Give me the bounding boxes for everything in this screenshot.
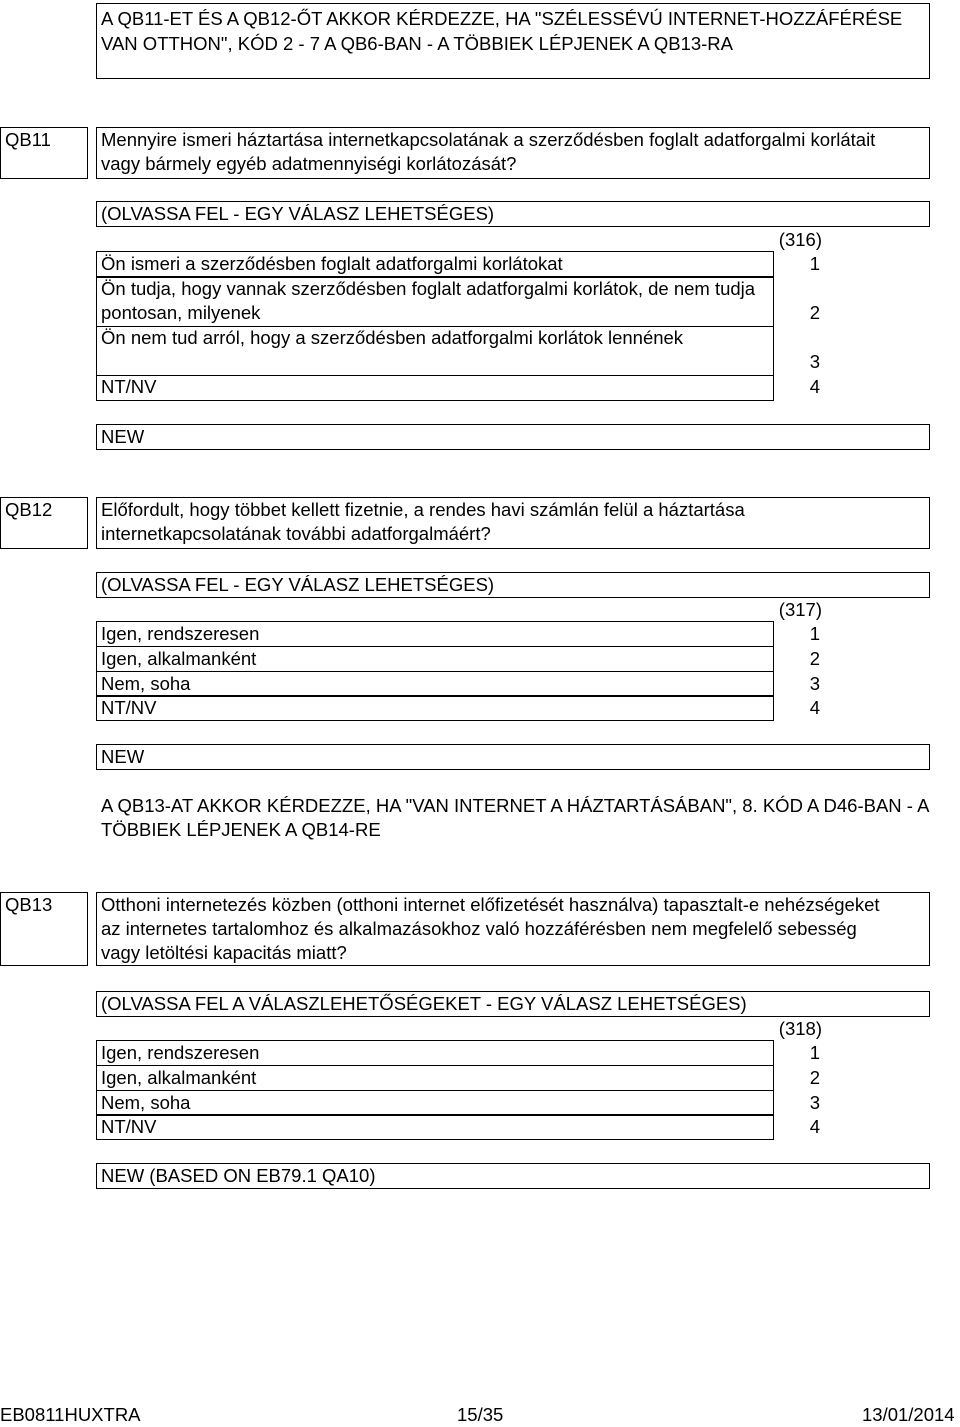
qb11-option-4-box bbox=[96, 375, 774, 401]
qb11-option-3-value: 3 bbox=[809, 351, 820, 372]
footer-page-number: 15/35 bbox=[457, 1404, 504, 1425]
qb11-option-4-label: NT/NV bbox=[101, 376, 157, 397]
qb11-id: QB11 bbox=[5, 129, 51, 150]
qb11-option-1-value: 1 bbox=[809, 253, 820, 274]
qb13-option-1-value: 1 bbox=[809, 1042, 820, 1063]
qb13-option-4-label: NT/NV bbox=[101, 1116, 157, 1137]
qb12-code: (317) bbox=[778, 599, 822, 620]
qb13-id: QB13 bbox=[5, 894, 53, 915]
qb13-option-3-value: 3 bbox=[809, 1092, 820, 1113]
qb11-option-4-value: 4 bbox=[809, 376, 820, 397]
qb13-option-4-value: 4 bbox=[809, 1116, 820, 1137]
qb12-option-4-box bbox=[96, 695, 774, 721]
filter-instruction-1: A QB11-ET ÉS A QB12-ŐT AKKOR KÉRDEZZE, HA "SZÉLESSÉVÚ INTERNET-HOZZÁFÉRÉSE VAN OTTHON", KÓD 2 - 7 A QB6-BAN - A TÖBBIEK LÉPJENEK A QB13-RA bbox=[101, 8, 903, 54]
qb12-option-1-label: Igen, rendszeresen bbox=[101, 623, 260, 644]
qb13-option-2-value: 2 bbox=[809, 1067, 820, 1088]
qb11-option-2-value: 2 bbox=[809, 302, 820, 323]
filter-instruction-2: A QB13-AT AKKOR KÉRDEZZE, HA "VAN INTERNET A HÁZTARTÁSÁBAN", 8. KÓD A D46-BAN - A TÖBBIEK LÉPJENEK A QB14-RE bbox=[101, 795, 929, 840]
qb12-option-3-box bbox=[96, 671, 774, 697]
qb13-instruction: (OLVASSA FEL A VÁLASZLEHETŐSÉGEKET - EGY VÁLASZ LEHETSÉGES) bbox=[101, 993, 747, 1014]
qb11-instruction: (OLVASSA FEL - EGY VÁLASZ LEHETSÉGES) bbox=[101, 203, 495, 224]
qb13-option-4-box bbox=[96, 1114, 774, 1140]
qb13-code: (318) bbox=[778, 1018, 822, 1039]
qb13-option-2-label: Igen, alkalmanként bbox=[101, 1067, 257, 1088]
qb13-question: Otthoni internetezés közben (otthoni internet előfizetését használva) tapasztalt-e nehézségeket az internetes tartalomhoz és alkalmazásokhoz való hozzáférésben nem megfelelő sebesség vagy letöltési kapacitás miatt? bbox=[101, 894, 880, 963]
qb11-question: Mennyire ismeri háztartása internetkapcsolatának a szerződésben foglalt adatforgalmi korlátait vagy bármely egyéb adatmennyiségi korlátozását? bbox=[101, 129, 876, 174]
qb12-option-1-value: 1 bbox=[809, 623, 820, 644]
qb11-note: NEW bbox=[101, 426, 145, 447]
qb13-option-3-label: Nem, soha bbox=[101, 1092, 191, 1113]
qb12-option-3-value: 3 bbox=[809, 673, 820, 694]
qb12-option-4-value: 4 bbox=[809, 697, 820, 718]
qb12-question: Előfordult, hogy többet kellett fizetnie, a rendes havi számlán felül a háztartása internetkapcsolatának további adatforgalmáért? bbox=[101, 499, 745, 544]
footer-date: 13/01/2014 bbox=[862, 1404, 955, 1425]
qb11-note-box bbox=[96, 424, 930, 450]
qb12-instruction: (OLVASSA FEL - EGY VÁLASZ LEHETSÉGES) bbox=[101, 574, 495, 595]
qb11-option-2-label: Ön tudja, hogy vannak szerződésben foglalt adatforgalmi korlátok, de nem tudja pontosan, milyenek bbox=[101, 278, 756, 323]
qb12-note-box bbox=[96, 744, 930, 770]
qb13-note: NEW (BASED ON EB79.1 QA10) bbox=[101, 1165, 376, 1186]
qb12-option-4-label: NT/NV bbox=[101, 697, 157, 718]
qb12-option-3-label: Nem, soha bbox=[101, 673, 191, 694]
qb12-id: QB12 bbox=[5, 499, 53, 520]
qb12-option-2-value: 2 bbox=[809, 648, 820, 669]
qb11-option-1-label: Ön ismeri a szerződésben foglalt adatforgalmi korlátokat bbox=[101, 253, 563, 274]
qb13-option-1-label: Igen, rendszeresen bbox=[101, 1042, 260, 1063]
qb11-option-3-label: Ön nem tud arról, hogy a szerződésben adatforgalmi korlátok lennének bbox=[101, 327, 684, 348]
qb12-note: NEW bbox=[101, 746, 145, 767]
qb11-code: (316) bbox=[778, 229, 822, 250]
footer-doc-id: EB0811HUXTRA bbox=[0, 1404, 141, 1425]
qb12-option-2-label: Igen, alkalmanként bbox=[101, 648, 257, 669]
qb13-option-3-box bbox=[96, 1090, 774, 1116]
